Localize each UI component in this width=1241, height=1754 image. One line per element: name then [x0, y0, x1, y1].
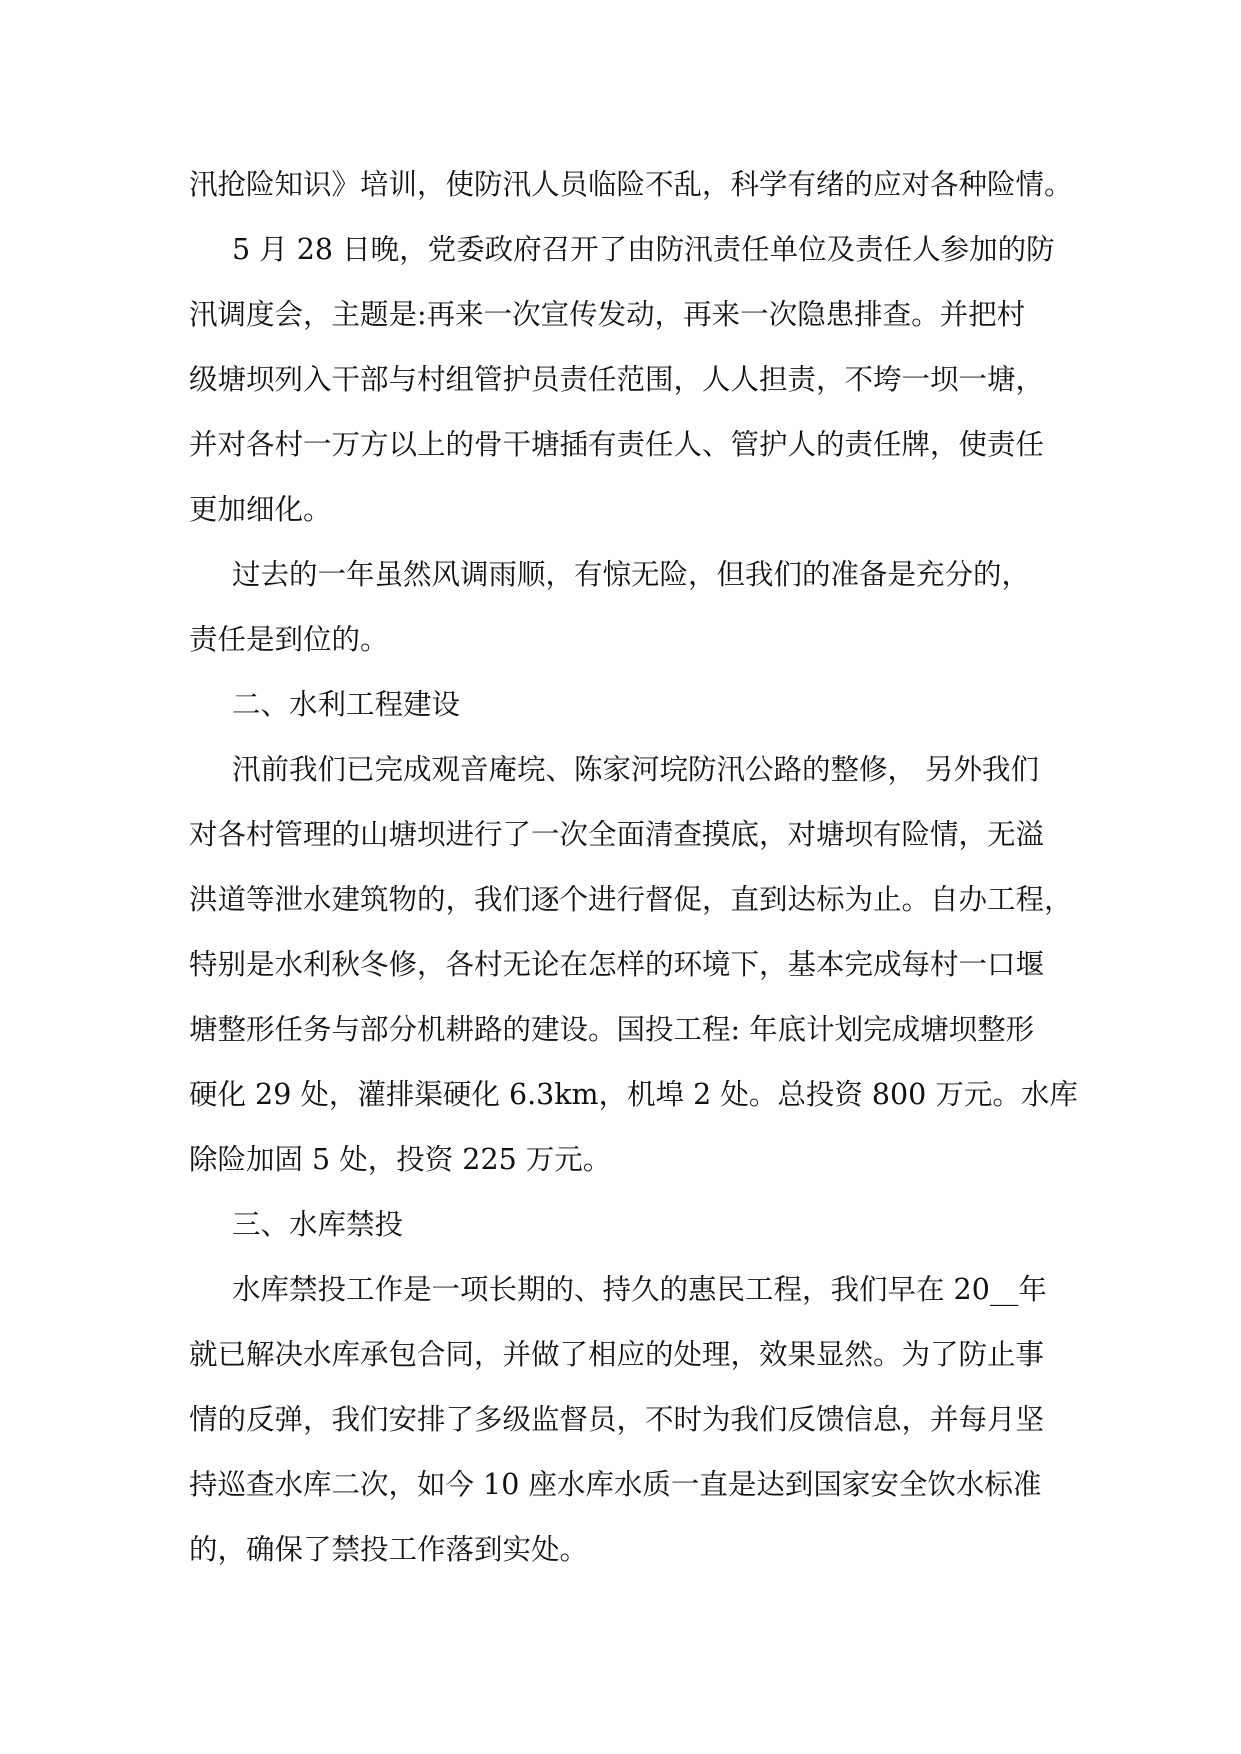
text-line: 责任是到位的。	[189, 623, 389, 656]
paragraph-start-line: 过去的一年虽然风调雨顺，有惊无险，但我们的准备是充分的，	[232, 558, 1031, 591]
text-line: 特别是水利秋冬修，各村无论在怎样的环境下，基本完成每村一口堰	[189, 948, 1045, 981]
text-line: 硬化 29 处，灌排渠硬化 6.3km，机埠 2 处。总投资 800 万元。水库	[189, 1078, 1078, 1111]
text-line: 塘整形任务与部分机耕路的建设。国投工程: 年底计划完成塘坝整形	[189, 1013, 1035, 1046]
text-line: 持巡查水库二次，如今 10 座水库水质一直是达到国家安全饮水标准	[189, 1468, 1042, 1501]
text-line: 并对各村一万方以上的骨干塘插有责任人、管护人的责任牌，使责任	[189, 428, 1045, 461]
paragraph-start-line: 水库禁投工作是一项长期的、持久的惠民工程，我们早在 20__年	[232, 1273, 1047, 1306]
text-line: 情的反弹，我们安排了多级监督员，不时为我们反馈信息，并每月坚	[189, 1403, 1045, 1436]
text-line: 的，确保了禁投工作落到实处。	[189, 1533, 589, 1566]
text-line: 汛抢险知识》培训，使防汛人员临险不乱，科学有绪的应对各种险情。	[189, 168, 1073, 201]
text-line: 级塘坝列入干部与村组管护员责任范围，人人担责，不垮一坝一塘，	[189, 363, 1045, 396]
section-heading-reservoir-ban: 三、水库禁投	[232, 1208, 404, 1241]
text-line: 洪道等泄水建筑物的，我们逐个进行督促，直到达标为止。自办工程，	[189, 883, 1073, 916]
paragraph-start-line: 5 月 28 日晚，党委政府召开了由防汛责任单位及责任人参加的防	[232, 233, 1055, 266]
section-heading-water-projects: 二、水利工程建设	[232, 688, 461, 721]
text-line: 更加细化。	[189, 493, 332, 526]
document-body	[189, 152, 1078, 1582]
text-line: 就已解决水库承包合同，并做了相应的处理，效果显然。为了防止事	[189, 1338, 1045, 1371]
text-line: 对各村管理的山塘坝进行了一次全面清查摸底，对塘坝有险情，无溢	[189, 818, 1045, 851]
text-line: 除险加固 5 处，投资 225 万元。	[189, 1143, 612, 1176]
text-line: 汛调度会，主题是:再来一次宣传发动，再来一次隐患排查。并把村	[189, 298, 1026, 331]
paragraph-start-line: 汛前我们已完成观音庵垸、陈家河垸防汛公路的整修， 另外我们	[232, 753, 1040, 786]
